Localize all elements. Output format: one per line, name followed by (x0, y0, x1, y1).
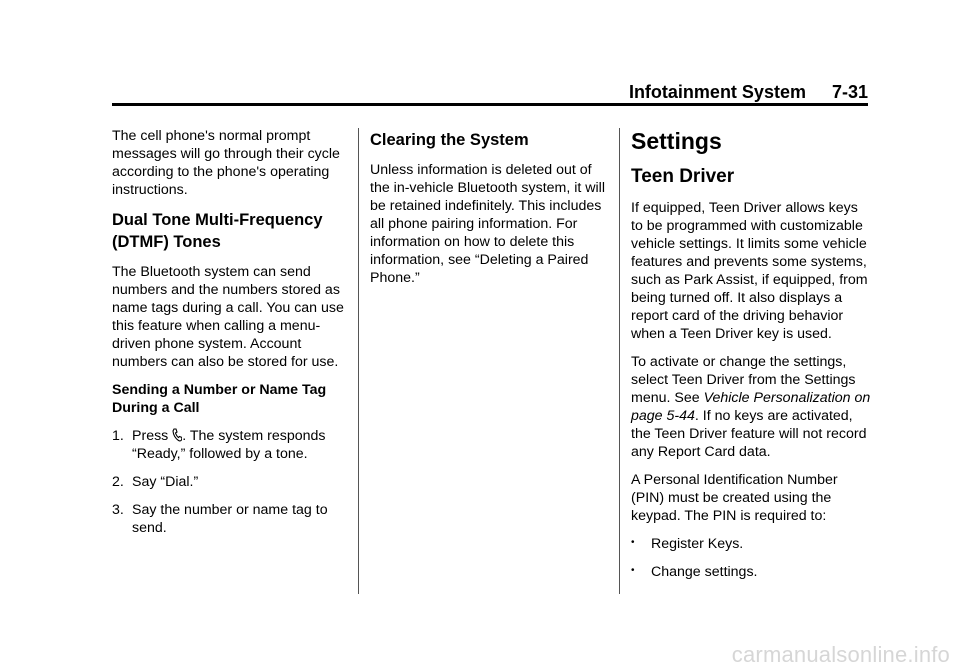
vehicle-personalization-link[interactable]: Vehicle Personalization on page 5-44 (631, 390, 871, 424)
watermark: carmanualsonline.info (731, 642, 950, 667)
teen-driver-para-2 (631, 353, 871, 461)
header-rule (112, 103, 868, 106)
section-title: Infotainment System (628, 82, 806, 102)
page-number: 7-31 (831, 82, 868, 102)
bullet-text: Change settings. (651, 564, 758, 580)
step-number: 3. (112, 502, 124, 518)
bullet-text: Register Keys. (651, 536, 744, 552)
step-3 (112, 501, 352, 537)
teen-driver-para-1: If equipped, Teen Driver allows keys to be programmed with customizable vehicle settings. It limits some vehicle features and prevents some systems, such as Park Assist, if equipped, from being turned off. It also displays a report card of the driving behavior when a Teen Driver key is used. (631, 200, 868, 342)
step-2 (112, 473, 352, 491)
clearing-heading: Clearing the System (370, 131, 529, 149)
teen-driver-para-3: A Personal Identification Number (PIN) must be created using the keypad. The PIN is required to: (631, 472, 838, 524)
step-1 (112, 427, 352, 463)
settings-title: Settings (631, 128, 722, 154)
step-text (132, 427, 352, 463)
column-left (112, 127, 352, 547)
bullet-icon: • (631, 565, 635, 576)
page-header (112, 80, 868, 104)
bullet-icon: • (631, 537, 635, 548)
phone-call-icon (172, 428, 182, 442)
column-middle (370, 127, 608, 297)
column-right (631, 127, 871, 591)
step1-post: . The system responds “Ready,” followed by a tone. (132, 428, 326, 462)
intro-paragraph: The cell phone's normal prompt messages will go through their cycle according to the phone's operating instructions. (112, 128, 340, 198)
column-divider-1 (358, 128, 359, 594)
step-text: Say “Dial.” (132, 474, 199, 490)
step-number: 2. (112, 474, 124, 490)
column-divider-2 (619, 128, 620, 594)
step-text: Say the number or name tag to send. (132, 502, 328, 536)
para2-post: . If no keys are activated, the Teen Driver feature will not record any Report Card data. (631, 408, 867, 460)
step-number: 1. (112, 428, 124, 444)
dtmf-heading: Dual Tone Multi-Frequency (DTMF) Tones (112, 211, 323, 251)
clearing-paragraph: Unless information is deleted out of the in-vehicle Bluetooth system, it will be retained indefinitely. This includes all phone pairing information. For information on how to delete this information, see “Deleting a Paired Phone.” (370, 162, 605, 286)
para2-pre: To activate or change the settings, select Teen Driver from the Settings menu. See (631, 354, 856, 406)
dtmf-paragraph: The Bluetooth system can send numbers and the numbers stored as name tags during a call. You can use this feature when calling a menu-driven phone system. Account numbers can also be stored for use. (112, 264, 344, 370)
teen-driver-heading: Teen Driver (631, 166, 735, 187)
sending-subheading: Sending a Number or Name Tag During a Call (112, 382, 327, 416)
bullet-item (631, 535, 871, 553)
step1-pre: Press (132, 428, 169, 444)
bullet-item (631, 563, 871, 581)
